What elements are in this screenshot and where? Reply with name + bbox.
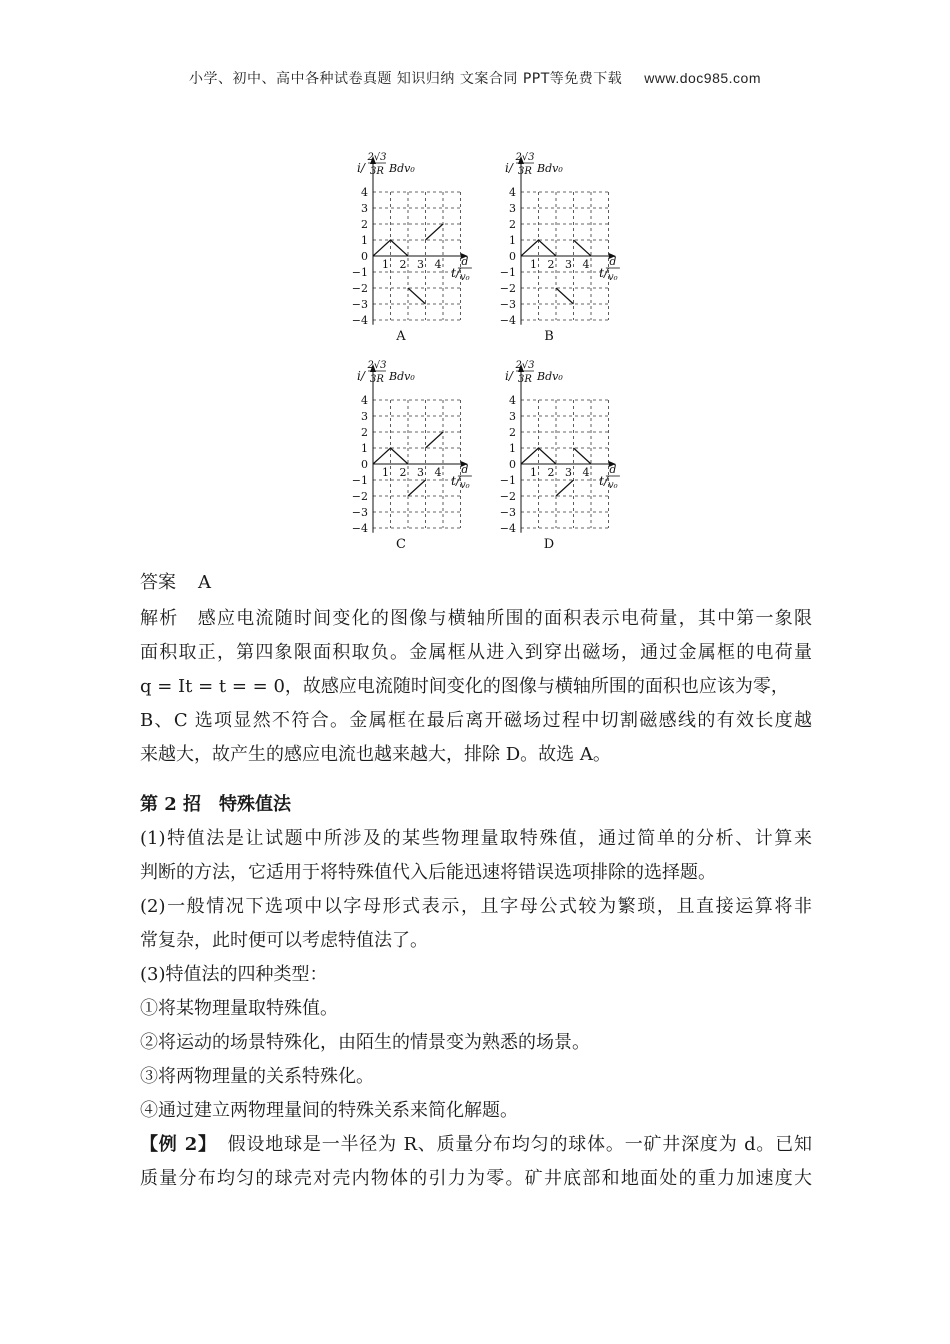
x-tick-label: 3 — [565, 466, 572, 479]
example-line-2: 质量分布均匀的球壳对壳内物体的引力为零。矿井底部和地面处的重力加速度大 — [140, 1168, 812, 1189]
y-axis-label-suffix: Bdv₀ — [537, 370, 563, 383]
graph-b-svg — [483, 148, 623, 348]
x-axis-label-den: v₀ — [608, 272, 618, 283]
graph-d — [483, 356, 623, 556]
header-url[interactable]: www.doc985.com — [644, 70, 761, 86]
answer-value: A — [198, 572, 211, 593]
x-tick-label: 1 — [530, 466, 537, 479]
y-tick-label: −2 — [351, 490, 368, 503]
x-axis-label-num: d — [461, 255, 469, 268]
x-axis-label-prefix: t/ — [599, 474, 609, 488]
y-tick-label: −1 — [351, 266, 368, 279]
analysis-label: 解析 — [140, 608, 179, 629]
y-axis-label-den: 3R — [370, 374, 384, 385]
graph-b — [483, 148, 623, 348]
graph-d-svg — [483, 356, 623, 556]
y-axis-label-num: 2√3 — [515, 360, 535, 371]
series-line-3 — [426, 224, 444, 240]
y-axis-label-suffix: Bdv₀ — [537, 162, 563, 175]
y-tick-label: −3 — [499, 298, 516, 311]
graph-c — [335, 356, 475, 556]
analysis-line-1: 解析 感应电流随时间变化的图像与横轴所围的面积表示电荷量，其中第一象限 — [140, 608, 812, 629]
x-tick-label: 3 — [565, 258, 572, 271]
analysis-line-2: 面积取正，第四象限面积取负。金属框从进入到穿出磁场，通过金属框的电荷量 — [140, 642, 812, 663]
x-axis-label-num: d — [609, 463, 617, 476]
y-tick-label: −1 — [499, 266, 516, 279]
point-3: (3)特值法的四种类型： — [140, 964, 328, 985]
y-tick-label: 1 — [361, 442, 368, 455]
y-tick-label: 0 — [509, 250, 516, 263]
series-line-2 — [556, 480, 574, 496]
y-tick-label: 3 — [509, 202, 516, 215]
x-tick-label: 2 — [399, 466, 407, 479]
x-axis-label-den: v₀ — [460, 272, 470, 283]
y-tick-label: 2 — [509, 218, 516, 231]
x-tick-label: 4 — [582, 466, 590, 479]
x-tick-label: 1 — [382, 466, 389, 479]
graph-caption: D — [543, 537, 555, 552]
series-line-3 — [574, 240, 592, 256]
y-axis-label-den: 3R — [370, 166, 384, 177]
y-tick-label: 2 — [361, 426, 368, 439]
y-tick-label: −4 — [351, 522, 368, 535]
y-tick-label: −3 — [351, 506, 368, 519]
answer-label: 答案 — [140, 572, 176, 593]
x-axis-label-num: d — [609, 255, 617, 268]
y-tick-label: 3 — [361, 202, 368, 215]
example-line-1: 【例 2】 假设地球是一半径为 R、质量分布均匀的球体。一矿井深度为 d。已知 — [140, 1134, 812, 1155]
series-line-2 — [556, 288, 574, 304]
example-label: 【例 2】 — [140, 1134, 217, 1155]
y-axis-label-prefix: i/ — [357, 161, 365, 175]
series-line-3 — [574, 448, 592, 464]
y-tick-label: 4 — [509, 394, 516, 407]
y-tick-label: 1 — [509, 234, 516, 247]
series-line-3 — [426, 432, 444, 448]
y-axis-label-num: 2√3 — [367, 360, 387, 371]
graph-a-svg — [335, 148, 475, 348]
type-4: ④通过建立两物理量间的特殊关系来简化解题。 — [140, 1100, 518, 1121]
x-axis-label-num: d — [461, 463, 469, 476]
x-tick-label: 3 — [417, 466, 424, 479]
x-tick-label: 1 — [382, 258, 389, 271]
analysis-line-3: q = It = t = = 0，故感应电流随时间变化的图像与横轴所围的面积也应该为零， — [140, 676, 789, 697]
y-axis-label-den: 3R — [518, 166, 532, 177]
graph-caption: B — [544, 329, 554, 344]
option-graphs — [335, 148, 625, 558]
point-2-line-2: 常复杂，此时便可以考虑特值法了。 — [140, 930, 428, 951]
y-tick-label: 1 — [509, 442, 516, 455]
y-tick-label: −4 — [499, 522, 516, 535]
page-header — [0, 68, 950, 88]
y-tick-label: −4 — [351, 314, 368, 327]
graph-caption: A — [396, 329, 406, 344]
y-tick-label: 4 — [509, 186, 516, 199]
graph-c-svg — [335, 356, 475, 556]
x-tick-label: 4 — [434, 466, 442, 479]
y-tick-label: −3 — [351, 298, 368, 311]
answer-line — [140, 566, 812, 600]
y-tick-label: 0 — [361, 250, 368, 263]
x-axis-label-prefix: t/ — [599, 266, 609, 280]
x-tick-label: 3 — [417, 258, 424, 271]
y-tick-label: 2 — [509, 426, 516, 439]
method-section — [140, 788, 812, 1196]
point-1-line-1: (1)特值法是让试题中所涉及的某些物理量取特殊值，通过简单的分析、计算来 — [140, 828, 812, 849]
series-line-2 — [408, 288, 426, 304]
y-axis-label-prefix: i/ — [505, 369, 513, 383]
type-3: ③将两物理量的关系特殊化。 — [140, 1066, 374, 1087]
x-tick-label: 4 — [434, 258, 442, 271]
graph-caption: C — [396, 537, 406, 552]
y-tick-label: 0 — [509, 458, 516, 471]
y-axis-label-suffix: Bdv₀ — [389, 162, 415, 175]
y-tick-label: 4 — [361, 394, 368, 407]
y-tick-label: −2 — [499, 490, 516, 503]
y-tick-label: 1 — [361, 234, 368, 247]
y-axis-label-num: 2√3 — [515, 152, 535, 163]
x-axis-label-den: v₀ — [608, 480, 618, 491]
y-tick-label: −4 — [499, 314, 516, 327]
y-axis-label-prefix: i/ — [505, 161, 513, 175]
y-tick-label: 0 — [361, 458, 368, 471]
y-tick-label: −2 — [351, 282, 368, 295]
y-tick-label: −3 — [499, 506, 516, 519]
y-tick-label: 2 — [361, 218, 368, 231]
x-axis-label-prefix: t/ — [451, 474, 461, 488]
y-tick-label: 3 — [361, 410, 368, 423]
y-axis-label-num: 2√3 — [367, 152, 387, 163]
x-axis-label-den: v₀ — [460, 480, 470, 491]
x-tick-label: 2 — [399, 258, 407, 271]
header-text: 小学、初中、高中各种试卷真题 知识归纳 文案合同 PPT等免费下载 — [188, 71, 623, 87]
analysis-line-4: B、C 选项显然不符合。金属框在最后离开磁场过程中切割磁感线的有效长度越 — [140, 710, 812, 731]
y-tick-label: 4 — [361, 186, 368, 199]
series-line-2 — [408, 480, 426, 496]
point-1-line-2: 判断的方法，它适用于将特殊值代入后能迅速将错误选项排除的选择题。 — [140, 862, 716, 883]
y-tick-label: 3 — [509, 410, 516, 423]
x-tick-label: 4 — [582, 258, 590, 271]
analysis-line-5: 来越大，故产生的感应电流也越来越大，排除 D。故选 A。 — [140, 744, 611, 765]
y-axis-label-den: 3R — [518, 374, 532, 385]
graph-a — [335, 148, 475, 348]
x-tick-label: 1 — [530, 258, 537, 271]
y-axis-label-prefix: i/ — [357, 369, 365, 383]
type-2: ②将运动的场景特殊化，由陌生的情景变为熟悉的场景。 — [140, 1032, 590, 1053]
y-axis-label-suffix: Bdv₀ — [389, 370, 415, 383]
y-tick-label: −1 — [351, 474, 368, 487]
y-tick-label: −2 — [499, 282, 516, 295]
point-2-line-1: (2)一般情况下选项中以字母形式表示，且字母公式较为繁琐，且直接运算将非 — [140, 896, 812, 917]
x-tick-label: 2 — [547, 258, 555, 271]
type-1: ①将某物理量取特殊值。 — [140, 998, 338, 1019]
y-tick-label: −1 — [499, 474, 516, 487]
method-title: 第 2 招 特殊值法 — [140, 794, 292, 815]
analysis — [140, 602, 812, 772]
x-axis-label-prefix: t/ — [451, 266, 461, 280]
x-tick-label: 2 — [547, 466, 555, 479]
